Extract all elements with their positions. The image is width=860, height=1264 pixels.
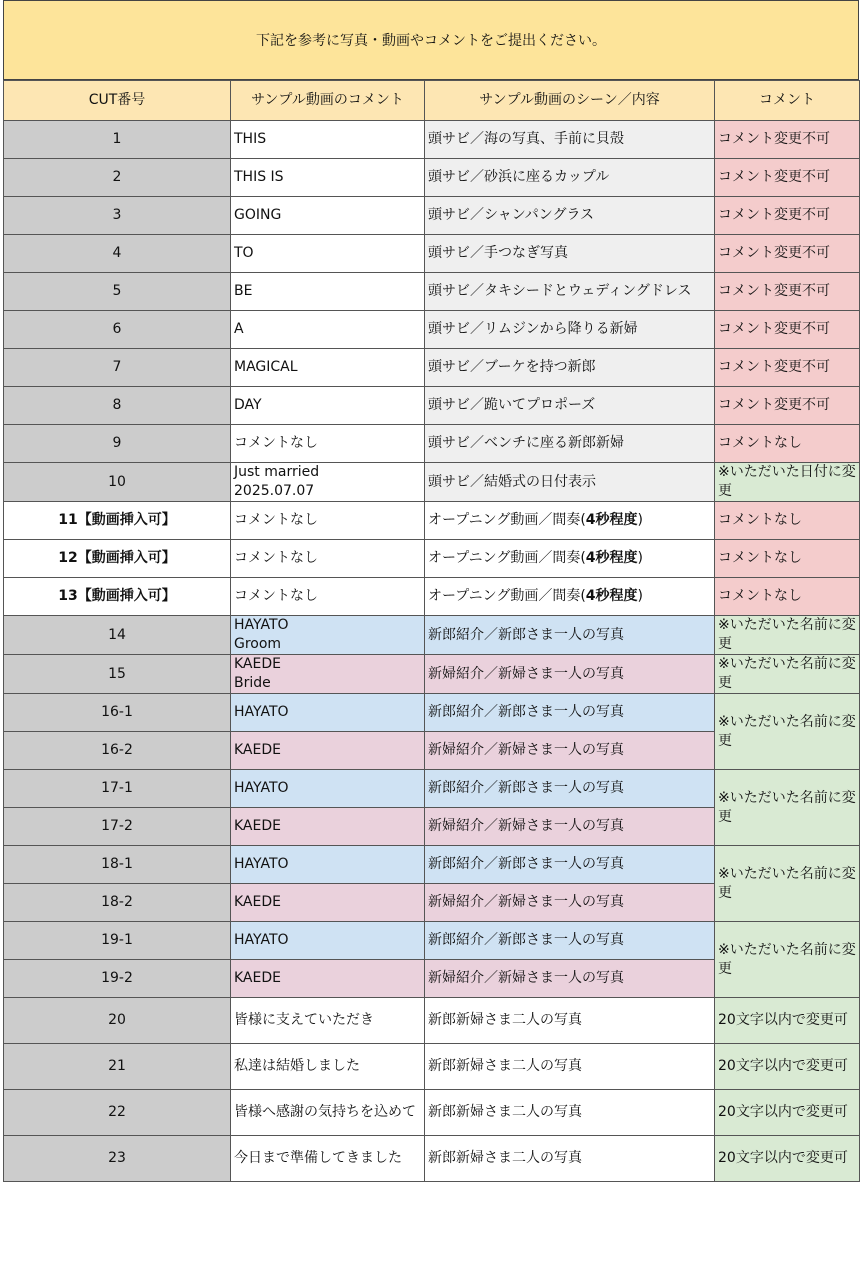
cut-number[interactable]: 16-1 [4,694,231,732]
table-row [4,846,860,884]
sample-comment[interactable]: THIS IS [231,159,425,197]
table-row [4,770,860,808]
cut-number[interactable]: 5 [4,273,231,311]
cut-number[interactable]: 3 [4,197,231,235]
sample-scene[interactable]: 頭サビ／タキシードとウェディングドレス [425,273,715,311]
comment-note[interactable]: 20文字以内で変更可 [715,1136,860,1182]
cut-number[interactable]: 12【動画挿入可】 [4,540,231,578]
sample-comment[interactable]: KAEDE [231,808,425,846]
sample-scene[interactable]: 新婦紹介／新婦さま一人の写真 [425,808,715,846]
cut-number[interactable]: 15 [4,655,231,694]
table-row [4,159,860,197]
table-row [4,1136,860,1182]
scene-duration: 4秒程度 [585,550,638,566]
header-sample-scene: サンプル動画のシーン／内容 [425,81,715,121]
comment-note[interactable]: コメントなし [715,502,860,540]
header-sample-comment: サンプル動画のコメント [231,81,425,121]
sample-comment[interactable]: コメントなし [231,540,425,578]
sample-comment[interactable]: 今日まで準備してきました [231,1136,425,1182]
table-row [4,425,860,463]
comment-note[interactable]: コメントなし [715,578,860,616]
sample-scene[interactable]: 頭サビ／ブーケを持つ新郎 [425,349,715,387]
sample-comment[interactable]: 皆様へ感謝の気持ちを込めて [231,1090,425,1136]
cut-number[interactable]: 22 [4,1090,231,1136]
cut-number[interactable]: 17-2 [4,808,231,846]
cut-table [3,80,860,1182]
comment-note[interactable]: 20文字以内で変更可 [715,998,860,1044]
comment-note[interactable]: ※いただいた名前に変更 [715,616,860,655]
sample-scene[interactable]: 新郎紹介／新郎さま一人の写真 [425,616,715,655]
sample-scene[interactable]: 新郎紹介／新郎さま一人の写真 [425,770,715,808]
cut-number[interactable]: 17-1 [4,770,231,808]
sample-scene[interactable]: 新郎新婦さま二人の写真 [425,1044,715,1090]
table-row [4,655,860,694]
scene-text: オープニング動画／間奏( [428,512,586,528]
sample-comment[interactable]: コメントなし [231,578,425,616]
cut-number[interactable]: 10 [4,463,231,502]
scene-text-end: ) [637,512,643,528]
sample-scene[interactable]: 頭サビ／リムジンから降りる新婦 [425,311,715,349]
table-row [4,273,860,311]
sample-comment[interactable] [231,616,425,655]
comment-note[interactable]: コメント変更不可 [715,273,860,311]
cut-number[interactable]: 18-2 [4,884,231,922]
sample-comment[interactable]: GOING [231,197,425,235]
sample-scene[interactable]: 頭サビ／結婚式の日付表示 [425,463,715,502]
sample-scene[interactable] [425,502,715,540]
cut-number[interactable]: 16-2 [4,732,231,770]
cut-number[interactable]: 6 [4,311,231,349]
table-row [4,349,860,387]
scene-text-end: ) [637,550,643,566]
sample-comment[interactable]: KAEDE [231,732,425,770]
sample-scene[interactable] [425,578,715,616]
comment-note[interactable]: 20文字以内で変更可 [715,1044,860,1090]
sample-scene[interactable]: 新郎紹介／新郎さま一人の写真 [425,694,715,732]
comment-line-2: Bride [234,675,271,691]
sample-scene[interactable]: 新婦紹介／新婦さま一人の写真 [425,884,715,922]
sample-comment[interactable]: BE [231,273,425,311]
sample-scene[interactable]: 新郎新婦さま二人の写真 [425,1090,715,1136]
instruction-title: 下記を参考に写真・動画やコメントをご提出ください。 [3,0,859,80]
scene-duration: 4秒程度 [585,588,638,604]
comment-note[interactable]: ※いただいた名前に変更 [715,922,860,998]
table-row [4,578,860,616]
scene-duration: 4秒程度 [585,512,638,528]
sample-scene[interactable] [425,540,715,578]
comment-note[interactable]: ※いただいた日付に変更 [715,463,860,502]
cut-number[interactable]: 19-2 [4,960,231,998]
cut-number[interactable]: 18-1 [4,846,231,884]
table-row [4,387,860,425]
cut-number[interactable]: 14 [4,616,231,655]
cut-number[interactable]: 2 [4,159,231,197]
table-header [4,81,860,121]
sample-comment[interactable]: HAYATO [231,694,425,732]
sample-comment[interactable]: コメントなし [231,425,425,463]
sample-comment[interactable]: THIS [231,121,425,159]
comment-note[interactable]: コメント変更不可 [715,235,860,273]
scene-text-end: ) [637,588,643,604]
cut-number[interactable]: 23 [4,1136,231,1182]
sample-scene[interactable]: 新婦紹介／新婦さま一人の写真 [425,732,715,770]
sample-scene[interactable]: 頭サビ／海の写真、手前に貝殻 [425,121,715,159]
sample-scene[interactable]: 頭サビ／シャンパングラス [425,197,715,235]
table-row [4,540,860,578]
sample-scene[interactable]: 新婦紹介／新婦さま一人の写真 [425,655,715,694]
sample-scene[interactable]: 新郎新婦さま二人の写真 [425,998,715,1044]
scene-text: オープニング動画／間奏( [428,588,586,604]
cut-number[interactable]: 8 [4,387,231,425]
sample-comment[interactable]: A [231,311,425,349]
scene-text: オープニング動画／間奏( [428,550,586,566]
sample-comment[interactable] [231,655,425,694]
comment-note[interactable]: ※いただいた名前に変更 [715,655,860,694]
comment-note[interactable]: 20文字以内で変更可 [715,1090,860,1136]
comment-note[interactable]: コメント変更不可 [715,159,860,197]
sample-comment[interactable]: HAYATO [231,846,425,884]
sample-comment[interactable] [231,463,425,502]
comment-note[interactable]: コメント変更不可 [715,311,860,349]
table-row [4,121,860,159]
sample-comment[interactable]: HAYATO [231,770,425,808]
cut-number[interactable]: 11【動画挿入可】 [4,502,231,540]
table-row [4,463,860,502]
sample-comment[interactable]: KAEDE [231,884,425,922]
sample-scene[interactable]: 頭サビ／跪いてプロポーズ [425,387,715,425]
cut-number[interactable]: 7 [4,349,231,387]
comment-note[interactable]: コメント変更不可 [715,197,860,235]
sample-comment[interactable]: HAYATO [231,922,425,960]
comment-line-1: HAYATO [234,617,289,633]
sample-scene[interactable]: 頭サビ／手つなぎ写真 [425,235,715,273]
cut-number[interactable]: 9 [4,425,231,463]
header-comment: コメント [715,81,860,121]
cut-number[interactable]: 20 [4,998,231,1044]
cut-number[interactable]: 13【動画挿入可】 [4,578,231,616]
table-row [4,235,860,273]
sample-scene[interactable]: 新郎新婦さま二人の写真 [425,1136,715,1182]
comment-line-1: KAEDE [234,656,281,672]
sample-comment[interactable]: DAY [231,387,425,425]
sample-scene[interactable]: 頭サビ／砂浜に座るカップル [425,159,715,197]
comment-note[interactable]: コメントなし [715,425,860,463]
table-row [4,998,860,1044]
comment-line-1: Just married [234,464,320,480]
sample-comment[interactable]: 私達は結婚しました [231,1044,425,1090]
comment-note[interactable]: ※いただいた名前に変更 [715,694,860,770]
table-row [4,502,860,540]
sample-comment[interactable]: コメントなし [231,502,425,540]
comment-note[interactable]: コメント変更不可 [715,387,860,425]
sample-comment[interactable]: 皆様に支えていただき [231,998,425,1044]
table-row [4,616,860,655]
sample-scene[interactable]: 新郎紹介／新郎さま一人の写真 [425,922,715,960]
sample-comment[interactable]: MAGICAL [231,349,425,387]
cut-number[interactable]: 4 [4,235,231,273]
table-row [4,1090,860,1136]
table-row [4,311,860,349]
sample-comment[interactable]: KAEDE [231,960,425,998]
sample-comment[interactable]: TO [231,235,425,273]
sample-scene[interactable]: 新婦紹介／新婦さま一人の写真 [425,960,715,998]
table-row [4,197,860,235]
comment-line-2: Groom [234,636,282,652]
comment-line-2: 2025.07.07 [234,483,315,499]
comment-note[interactable]: ※いただいた名前に変更 [715,770,860,846]
comment-note[interactable]: ※いただいた名前に変更 [715,846,860,922]
comment-note[interactable]: コメントなし [715,540,860,578]
header-cut-number: CUT番号 [4,81,231,121]
table-row [4,694,860,732]
cut-number[interactable]: 19-1 [4,922,231,960]
cut-number[interactable]: 21 [4,1044,231,1090]
table-row [4,1044,860,1090]
sample-scene[interactable]: 頭サビ／ベンチに座る新郎新婦 [425,425,715,463]
sample-scene[interactable]: 新郎紹介／新郎さま一人の写真 [425,846,715,884]
comment-note[interactable]: コメント変更不可 [715,349,860,387]
comment-note[interactable]: コメント変更不可 [715,121,860,159]
cut-number[interactable]: 1 [4,121,231,159]
table-row [4,922,860,960]
